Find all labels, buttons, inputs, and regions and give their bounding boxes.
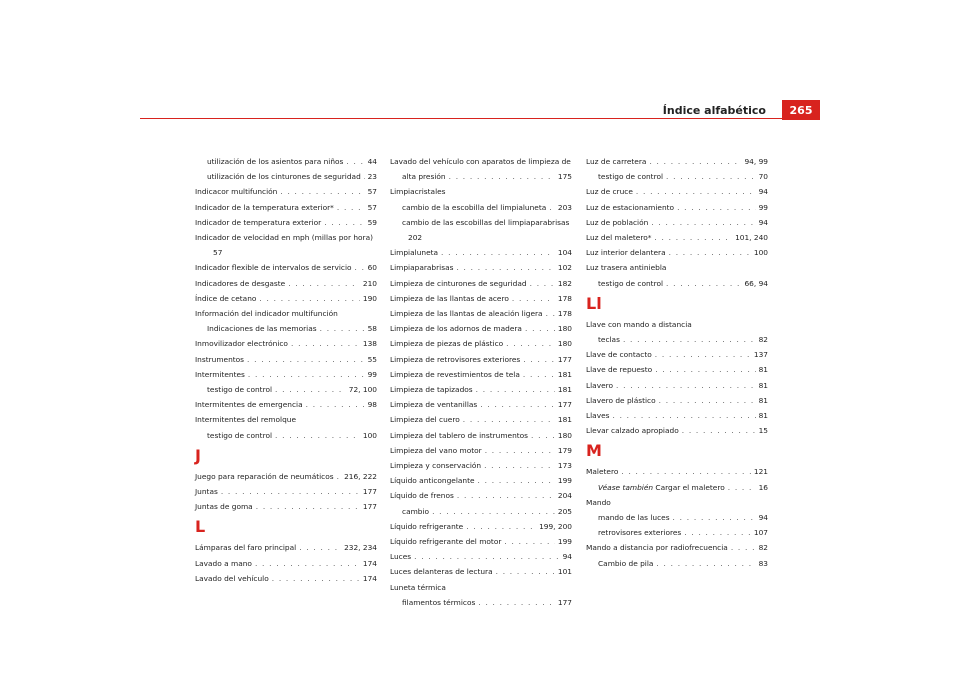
index-entry: Limpieza de revestimientos de tela . . . 181 (390, 367, 572, 382)
index-entry: Líquido refrigerante . . . 199, 200 (390, 519, 572, 534)
index-entry: Cambio de pila . . . 83 (586, 556, 768, 571)
index-entry: Líquido anticongelante . . . 199 (390, 473, 572, 488)
index-entry: Lavado del vehículo con aparatos de limpieza de (390, 157, 571, 166)
index-entry: Luz de carretera . . . 94, 99 (586, 154, 768, 169)
index-entry: Indicador de temperatura exterior . . . 59 (195, 215, 377, 230)
index-entry: Indicaciones de las memorias . . . 58 (195, 321, 377, 336)
index-entry-see-also: Véase también Cargar el maletero . . . 16 (586, 480, 768, 495)
index-entry: Limpieza de ventanillas . . . 177 (390, 397, 572, 412)
header-divider (140, 118, 820, 119)
index-entry: Información del indicador multifunción (195, 309, 338, 319)
index-entry: Indicador de velocidad en mph (millas por hora) (195, 233, 373, 243)
index-entry: testigo de control . . . 72, 100 (195, 382, 377, 397)
page-header-title: Índice alfabético (662, 104, 766, 117)
section-letter-m: M (586, 441, 602, 461)
index-entry: Indicador flexible de intervalos de servicio . . . 60 (195, 260, 377, 275)
index-entry: Maletero . . . 121 (586, 464, 768, 479)
section-letter-ll: Ll (586, 293, 602, 313)
index-entry: Luneta térmica (390, 582, 446, 592)
index-entry: alta presión . . . 175 (390, 169, 572, 184)
index-entry: Limpieza del tablero de instrumentos . . . 180 (390, 428, 572, 443)
index-entry: Llave de contacto . . . 137 (586, 347, 768, 362)
index-entry: Luz del maletero* . . . 101, 240 (586, 230, 768, 245)
index-column-3 (586, 154, 768, 571)
index-entry: Limpieza del cuero . . . 181 (390, 412, 572, 427)
index-entry: Limpieza del vano motor . . . 179 (390, 443, 572, 458)
index-entry: Juntas de goma . . . 177 (195, 499, 377, 514)
index-entry: Limpieza de las llantas de acero . . . 178 (390, 291, 572, 306)
index-entry: Índice de cetano . . . 190 (195, 291, 377, 306)
index-entry: utilización de los asientos para niños . . . 44 (195, 154, 377, 169)
index-entry: Llave con mando a distancia (586, 319, 692, 329)
index-entry: Luz de población . . . 94 (586, 215, 768, 230)
index-entry: Juego para reparación de neumáticos . . . 216, 222 (195, 469, 377, 484)
index-entry: Llavero . . . 81 (586, 378, 768, 393)
index-entry: Limpieza y conservación . . . 173 (390, 458, 572, 473)
index-entry: Intermitentes del remolque (195, 415, 297, 425)
index-entry: Limpieza de tapizados . . . 181 (390, 382, 572, 397)
index-entry: testigo de control . . . 66, 94 (586, 276, 768, 291)
index-entry: Limpieza de las llantas de aleación ligera . . . 178 (390, 306, 572, 321)
index-entry: Llave de repuesto . . . 81 (586, 362, 768, 377)
index-entry: Luz trasera antiniebla (586, 263, 667, 273)
index-entry: Luz interior delantera . . . 100 (586, 245, 768, 260)
index-entry: utilización de los cinturones de seguridad . . . 23 (195, 169, 377, 184)
index-entry: cambio de la escobilla del limpialuneta . . . 203 (390, 200, 572, 215)
index-entry: Líquido de frenos . . . 204 (390, 488, 572, 503)
index-entry: Juntas . . . 177 (195, 484, 377, 499)
index-entry: Limpiacristales (390, 187, 446, 197)
index-entry: Luces . . . 94 (390, 549, 572, 564)
index-entry: Luz de cruce . . . 94 (586, 184, 768, 199)
index-entry: cambio . . . 205 (390, 504, 572, 519)
index-entry: Llaves . . . 81 (586, 408, 768, 423)
index-entry: Indicacor multifunción . . . 57 (195, 184, 377, 199)
index-entry: Luz de estacionamiento . . . 99 (586, 200, 768, 215)
index-entry-page: 202 (408, 233, 423, 243)
index-entry: Limpieza de piezas de plástico . . . 180 (390, 336, 572, 351)
index-entry: Lavado del vehículo . . . 174 (195, 571, 377, 586)
index-entry: teclas . . . 82 (586, 332, 768, 347)
index-entry: testigo de control . . . 100 (195, 428, 377, 443)
section-letter-j: J (195, 445, 201, 465)
index-entry: mando de las luces . . . 94 (586, 510, 768, 525)
index-entry: retrovisores exteriores . . . 107 (586, 525, 768, 540)
page-number-badge: 265 (782, 100, 820, 120)
index-column-1 (195, 154, 377, 586)
index-entry: Instrumentos . . . 55 (195, 352, 377, 367)
index-entry: Limpiaparabrisas . . . 102 (390, 260, 572, 275)
index-entry: Intermitentes . . . 99 (195, 367, 377, 382)
section-letter-l: L (195, 517, 206, 537)
index-entry: cambio de las escobillas del limpiaparabrisas (402, 217, 570, 227)
index-entry: Luces delanteras de lectura . . . 101 (390, 564, 572, 579)
index-column-2 (390, 154, 572, 610)
index-entry: Limpialuneta . . . 104 (390, 245, 572, 260)
index-entry: testigo de control . . . 70 (586, 169, 768, 184)
index-entry-page: 57 (213, 248, 223, 258)
index-entry: Mando a distancia por radiofrecuencia . . . 82 (586, 540, 768, 555)
index-entry: Lámparas del faro principal . . . 232, 234 (195, 540, 377, 555)
index-entry: Indicador de la temperatura exterior* . . . 57 (195, 200, 377, 215)
index-entry: Líquido refrigerante del motor . . . 199 (390, 534, 572, 549)
index-entry: Intermitentes de emergencia . . . 98 (195, 397, 377, 412)
index-entry: Limpieza de los adornos de madera . . . 180 (390, 321, 572, 336)
index-entry: filamentos térmicos . . . 177 (390, 595, 572, 610)
index-entry: Llavero de plástico . . . 81 (586, 393, 768, 408)
index-entry: Limpieza de retrovisores exteriores . . . 177 (390, 352, 572, 367)
index-entry: Limpieza de cinturones de seguridad . . . 182 (390, 276, 572, 291)
index-entry: Inmovilizador electrónico . . . 138 (195, 336, 377, 351)
index-entry: Lavado a mano . . . 174 (195, 556, 377, 571)
index-entry: Mando (586, 497, 611, 507)
index-entry: Indicadores de desgaste . . . 210 (195, 276, 377, 291)
index-entry: Llevar calzado apropiado . . . 15 (586, 423, 768, 438)
